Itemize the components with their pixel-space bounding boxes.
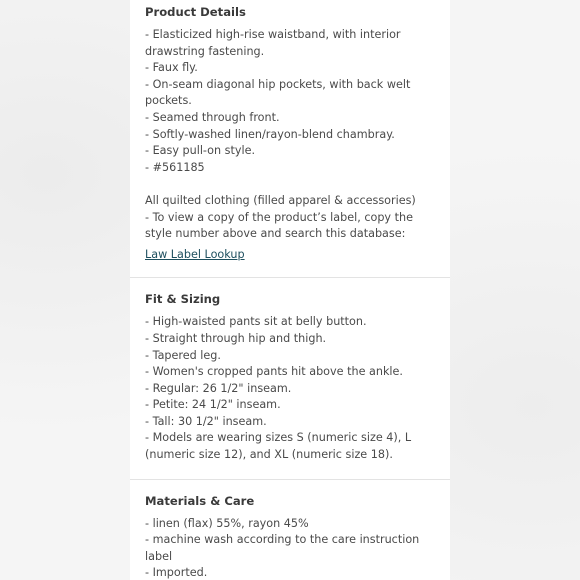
- materials-care-section: [130, 480, 450, 580]
- fit-line: - Straight through hip and thigh.: [145, 331, 327, 345]
- fit-line: - Petite: 24 1/2" inseam.: [145, 398, 281, 412]
- fit-line: - Models are wearing sizes S (numeric size 4), L (numeric size 12), and XL (numeric size 18).: [145, 431, 412, 462]
- materials-care-list: [145, 516, 435, 580]
- fit-line: - Tall: 30 1/2" inseam.: [145, 414, 267, 428]
- fit-line: - High-waisted pants sit at belly button.: [145, 315, 367, 329]
- detail-line: - Seamed through front.: [145, 110, 280, 124]
- paragraph-spacer: [145, 176, 435, 193]
- product-details-section: [130, 0, 450, 278]
- quilted-clothing-note: All quilted clothing (filled apparel & accessories): [145, 193, 416, 207]
- materials-line: - machine wash according to the care instruction label: [145, 533, 420, 563]
- fit-sizing-section: [130, 278, 450, 479]
- product-info-panel: [130, 0, 450, 580]
- fit-line: - Tapered leg.: [145, 348, 221, 362]
- style-number: - #561185: [145, 160, 205, 174]
- fit-line: - Women's cropped pants hit above the ankle.: [145, 365, 403, 379]
- detail-line: - Elasticized high-rise waistband, with interior drawstring fastening.: [145, 28, 401, 58]
- product-details-heading: Product Details: [145, 5, 246, 19]
- materials-line: - linen (flax) 55%, rayon 45%: [145, 516, 309, 530]
- materials-line: - Imported.: [145, 566, 208, 580]
- fit-line: - Regular: 26 1/2" inseam.: [145, 381, 292, 395]
- detail-line: - Softly-washed linen/rayon-blend chambray.: [145, 127, 395, 141]
- detail-line: - Faux fly.: [145, 61, 198, 75]
- law-label-lookup-link[interactable]: Law Label Lookup: [145, 247, 245, 261]
- detail-line: - On-seam diagonal hip pockets, with back welt pockets.: [145, 77, 411, 108]
- product-details-list: [145, 27, 435, 263]
- label-lookup-note: - To view a copy of the product’s label, copy the style number above and search this database:: [145, 210, 413, 241]
- fit-sizing-heading: Fit & Sizing: [145, 292, 221, 307]
- materials-care-heading: Materials & Care: [145, 493, 255, 508]
- fit-sizing-list: [145, 314, 435, 463]
- detail-line: - Easy pull-on style.: [145, 144, 256, 158]
